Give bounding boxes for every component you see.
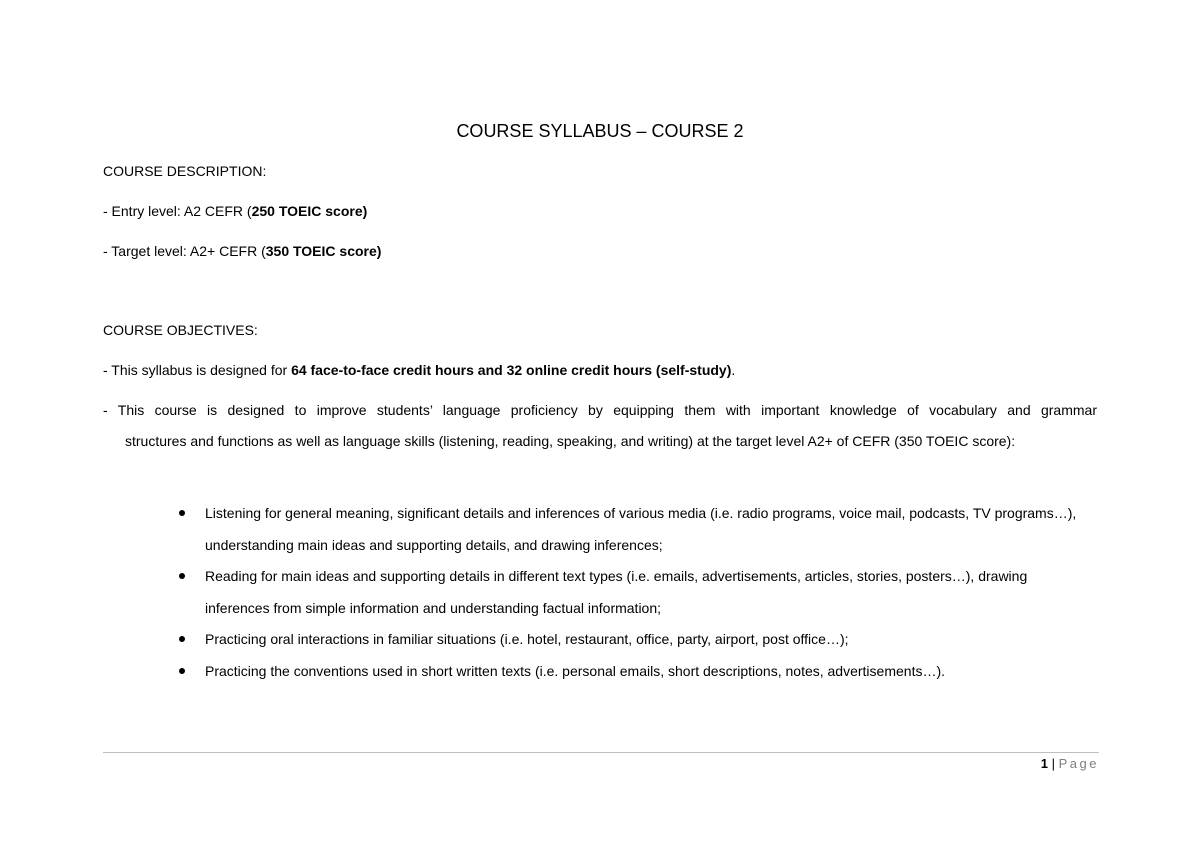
bullet-icon bbox=[179, 573, 185, 579]
footer-separator: | bbox=[1048, 756, 1059, 771]
list-item bbox=[0, 561, 1095, 624]
footer-divider bbox=[103, 752, 1099, 753]
target-level-score: 350 TOEIC score) bbox=[265, 243, 382, 259]
credit-hours-line bbox=[103, 361, 735, 379]
bullet-icon bbox=[179, 636, 185, 642]
credit-hours-prefix: - This syllabus is designed for bbox=[103, 362, 292, 378]
course-aim-continuation: structures and functions as well as language skills (listening, reading, speaking, and writing) at the target level A2+ of CEFR (350 TOEIC score): bbox=[125, 433, 1016, 449]
page-title: COURSE SYLLABUS – COURSE 2 bbox=[456, 121, 744, 141]
list-item bbox=[0, 624, 1095, 656]
objectives-heading: COURSE OBJECTIVES: bbox=[103, 322, 258, 338]
bullet-text: Practicing oral interactions in familiar situations (i.e. hotel, restaurant, office, party, airport, post office…); bbox=[205, 631, 849, 647]
bullet-icon bbox=[179, 510, 185, 516]
page-footer bbox=[1041, 756, 1099, 772]
entry-level-text: - Entry level: A2 CEFR ( bbox=[103, 203, 252, 219]
list-item bbox=[0, 656, 1095, 688]
bullet-text: Listening for general meaning, significant details and inferences of various media (i.e. radio programs, voice mail, podcasts, TV programs…), understanding main ideas and supporting details, and drawing inferences; bbox=[205, 505, 1077, 553]
entry-level-line bbox=[103, 202, 367, 220]
credit-hours-bold: 64 face-to-face credit hours and 32 online credit hours (self-study) bbox=[291, 362, 732, 378]
bullet-icon bbox=[179, 668, 185, 674]
bullet-text: Practicing the conventions used in short written texts (i.e. personal emails, short descriptions, notes, advertisements…). bbox=[205, 662, 946, 679]
page-number: 1 bbox=[1040, 756, 1049, 771]
course-aim-first-line: - This course is designed to improve students’ language proficiency by equipping them with important knowledge of vocabulary and grammar bbox=[103, 402, 1097, 418]
page-label: Page bbox=[1058, 756, 1099, 771]
target-level-line bbox=[103, 242, 381, 260]
target-level-text: - Target level: A2+ CEFR ( bbox=[103, 243, 266, 259]
description-heading: COURSE DESCRIPTION: bbox=[103, 163, 267, 179]
list-item bbox=[0, 498, 1095, 561]
course-aim-paragraph bbox=[103, 395, 1097, 457]
objectives-bullet-list bbox=[0, 498, 1095, 687]
credit-hours-suffix: . bbox=[731, 362, 736, 378]
bullet-text: Reading for main ideas and supporting details in different text types (i.e. emails, advertisements, articles, stories, posters…), drawing inferences from simple information and understanding factual information; bbox=[205, 568, 1028, 616]
entry-level-score: 250 TOEIC score) bbox=[251, 203, 368, 219]
